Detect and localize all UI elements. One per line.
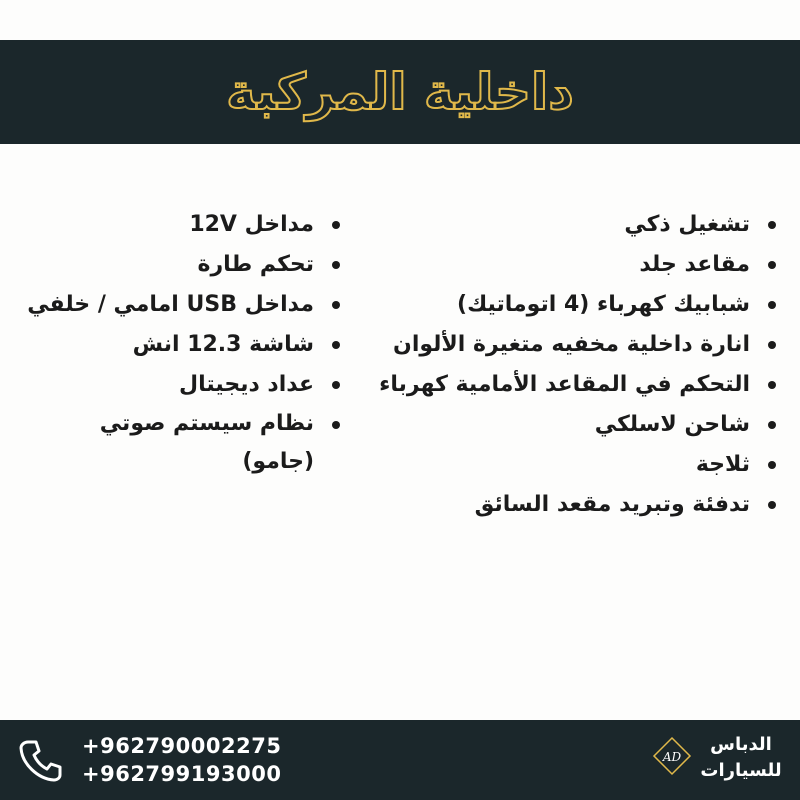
bullet-icon xyxy=(768,261,776,269)
list-item: التحكم في المقاعد الأمامية كهرباء xyxy=(346,365,776,405)
phone-number[interactable]: +962790002275 xyxy=(82,734,282,758)
list-item: مقاعد جلد xyxy=(346,245,776,285)
bullet-icon xyxy=(768,341,776,349)
dabbas-logo-emblem xyxy=(652,736,692,776)
brand-line-1: الدباس xyxy=(710,734,772,755)
list-item: انارة داخلية مخفيه متغيرة الألوان xyxy=(346,325,776,365)
brand-name xyxy=(696,732,786,784)
bullet-icon xyxy=(332,341,340,349)
bullet-icon xyxy=(332,381,340,389)
list-item: شاحن لاسلكي xyxy=(346,405,776,445)
bullet-icon xyxy=(768,301,776,309)
phone-number[interactable]: +962799193000 xyxy=(82,762,282,786)
list-item: تحكم طارة xyxy=(10,245,340,285)
logo-monogram: AD xyxy=(662,750,682,764)
header-banner xyxy=(0,40,800,144)
list-item: ثلاجة xyxy=(346,445,776,485)
features-list-right xyxy=(346,205,776,525)
bullet-icon xyxy=(332,261,340,269)
list-item: تشغيل ذكي xyxy=(346,205,776,245)
features-list-left xyxy=(10,205,340,481)
brand-line-2: للسيارات xyxy=(700,760,782,781)
bullet-icon xyxy=(768,381,776,389)
bullet-icon xyxy=(332,421,340,429)
list-item: مداخل USB امامي / خلفي xyxy=(10,285,340,325)
list-item: تدفئة وتبريد مقعد السائق xyxy=(346,485,776,525)
bullet-icon xyxy=(768,461,776,469)
list-item: شبابيك كهرباء (4 اتوماتيك) xyxy=(346,285,776,325)
list-item: مداخل 12V xyxy=(10,205,340,245)
list-item: شاشة 12.3 انش xyxy=(10,325,340,365)
bullet-icon xyxy=(768,501,776,509)
bullet-icon xyxy=(332,221,340,229)
list-item: نظام سيستم صوتي (جامو) xyxy=(10,405,340,481)
list-item: عداد ديجيتال xyxy=(10,365,340,405)
bullet-icon xyxy=(768,221,776,229)
bullet-icon xyxy=(332,301,340,309)
phone-icon xyxy=(14,734,66,786)
bullet-icon xyxy=(768,421,776,429)
page-title: داخلية المركبة xyxy=(226,63,574,121)
top-band xyxy=(0,0,800,40)
